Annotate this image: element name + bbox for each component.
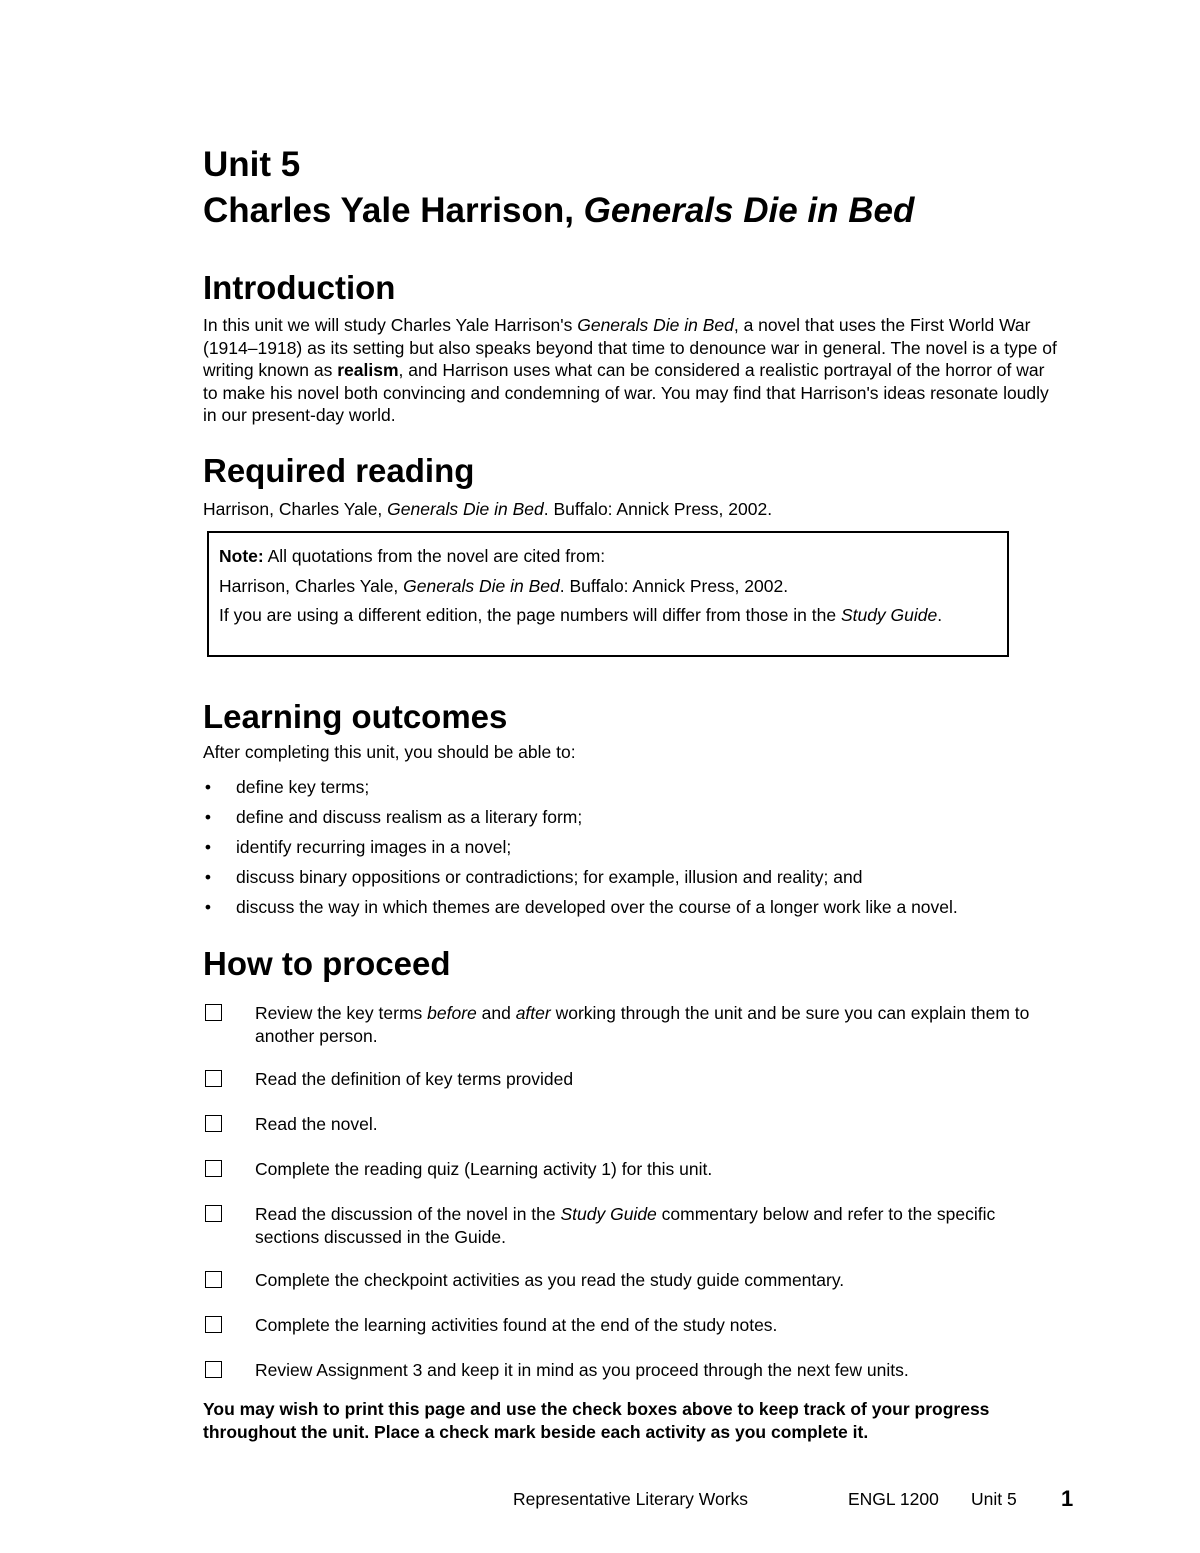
- introduction-paragraph: In this unit we will study Charles Yale Harrison's Generals Die in Bed, a novel that uses the First World War (1914–1918) as its setting but also speaks beyond that time to denounce war in general. The novel is a type of writing known as realism, and Harrison uses what can be considered a realistic portrayal of the horror of war to make his novel both convincing and condemning of war. You may find that Harrison's ideas resonate loudly in our present-day world.: [203, 315, 1057, 425]
- unit-number: Unit 5: [203, 145, 301, 184]
- page-footer: [513, 1486, 1073, 1512]
- checkbox-icon[interactable]: [205, 1004, 222, 1021]
- footer-page-number: 1: [1061, 1486, 1074, 1511]
- bullet-icon: •: [204, 777, 212, 797]
- checklist-item[interactable]: Complete the reading quiz (Learning activity 1) for this unit.: [203, 1158, 1063, 1181]
- list-item: • define key terms;: [204, 777, 370, 797]
- checkbox-icon[interactable]: [205, 1160, 222, 1177]
- checkbox-icon[interactable]: [205, 1115, 222, 1132]
- note-line-1: Note: All quotations from the novel are cited from:: [219, 546, 606, 566]
- checklist-item[interactable]: Review the key terms before and after working through the unit and be sure you can explain them to another person.: [203, 1002, 1063, 1048]
- footer-unit: Unit 5: [971, 1489, 1017, 1509]
- proceed-checklist: [203, 1002, 1063, 1382]
- note-line-2: Harrison, Charles Yale, Generals Die in Bed. Buffalo: Annick Press, 2002.: [219, 575, 789, 596]
- checklist-item[interactable]: Read the definition of key terms provided: [203, 1068, 1063, 1091]
- bullet-icon: •: [204, 807, 212, 827]
- note-box: [207, 531, 1009, 657]
- unit-title-novel: Generals Die in Bed: [583, 191, 915, 230]
- checklist-item[interactable]: Read the novel.: [203, 1113, 1063, 1136]
- how-to-proceed-heading: How to proceed: [203, 945, 451, 982]
- bullet-icon: •: [204, 867, 212, 887]
- required-reading-heading: Required reading: [203, 452, 475, 489]
- checklist-item[interactable]: Complete the checkpoint activities as you read the study guide commentary.: [203, 1269, 1063, 1292]
- footer-course-title: Representative Literary Works: [513, 1489, 749, 1509]
- footer-course-code: ENGL 1200: [848, 1489, 939, 1509]
- list-item: • discuss binary oppositions or contradictions; for example, illusion and reality; and: [204, 867, 863, 887]
- list-item: • define and discuss realism as a literary form;: [204, 807, 583, 827]
- checklist-item[interactable]: Review Assignment 3 and keep it in mind as you proceed through the next few units.: [203, 1359, 1063, 1382]
- bullet-icon: •: [204, 837, 212, 857]
- checkbox-icon[interactable]: [205, 1070, 222, 1087]
- list-item: • identify recurring images in a novel;: [204, 837, 512, 857]
- note-line-3: If you are using a different edition, the page numbers will differ from those in the Study Guide.: [219, 605, 943, 625]
- learning-outcomes-intro: After completing this unit, you should be able to:: [203, 742, 576, 762]
- checkbox-icon[interactable]: [205, 1316, 222, 1333]
- list-item: • discuss the way in which themes are developed over the course of a longer work like a novel.: [204, 897, 958, 917]
- checkbox-icon[interactable]: [205, 1205, 222, 1222]
- unit-title-author: Charles Yale Harrison,: [203, 191, 584, 230]
- checkbox-icon[interactable]: [205, 1361, 222, 1378]
- note-label: Note:: [219, 546, 264, 566]
- checklist-item[interactable]: Read the discussion of the novel in the Study Guide commentary below and refer to the specific sections discussed in the Guide.: [203, 1203, 1063, 1249]
- introduction-heading: Introduction: [203, 269, 396, 306]
- unit-title: [203, 142, 914, 234]
- checklist-item[interactable]: Complete the learning activities found at the end of the study notes.: [203, 1314, 1063, 1337]
- checkbox-icon[interactable]: [205, 1271, 222, 1288]
- required-reading-citation: Harrison, Charles Yale, Generals Die in Bed. Buffalo: Annick Press, 2002.: [203, 499, 773, 519]
- learning-outcomes-heading: Learning outcomes: [203, 698, 508, 735]
- bullet-icon: •: [204, 897, 212, 917]
- learning-outcomes-list: [203, 776, 958, 926]
- progress-note: You may wish to print this page and use the check boxes above to keep track of your progress throughout the unit. Place a check mark beside each activity as you complete it.: [203, 1399, 990, 1442]
